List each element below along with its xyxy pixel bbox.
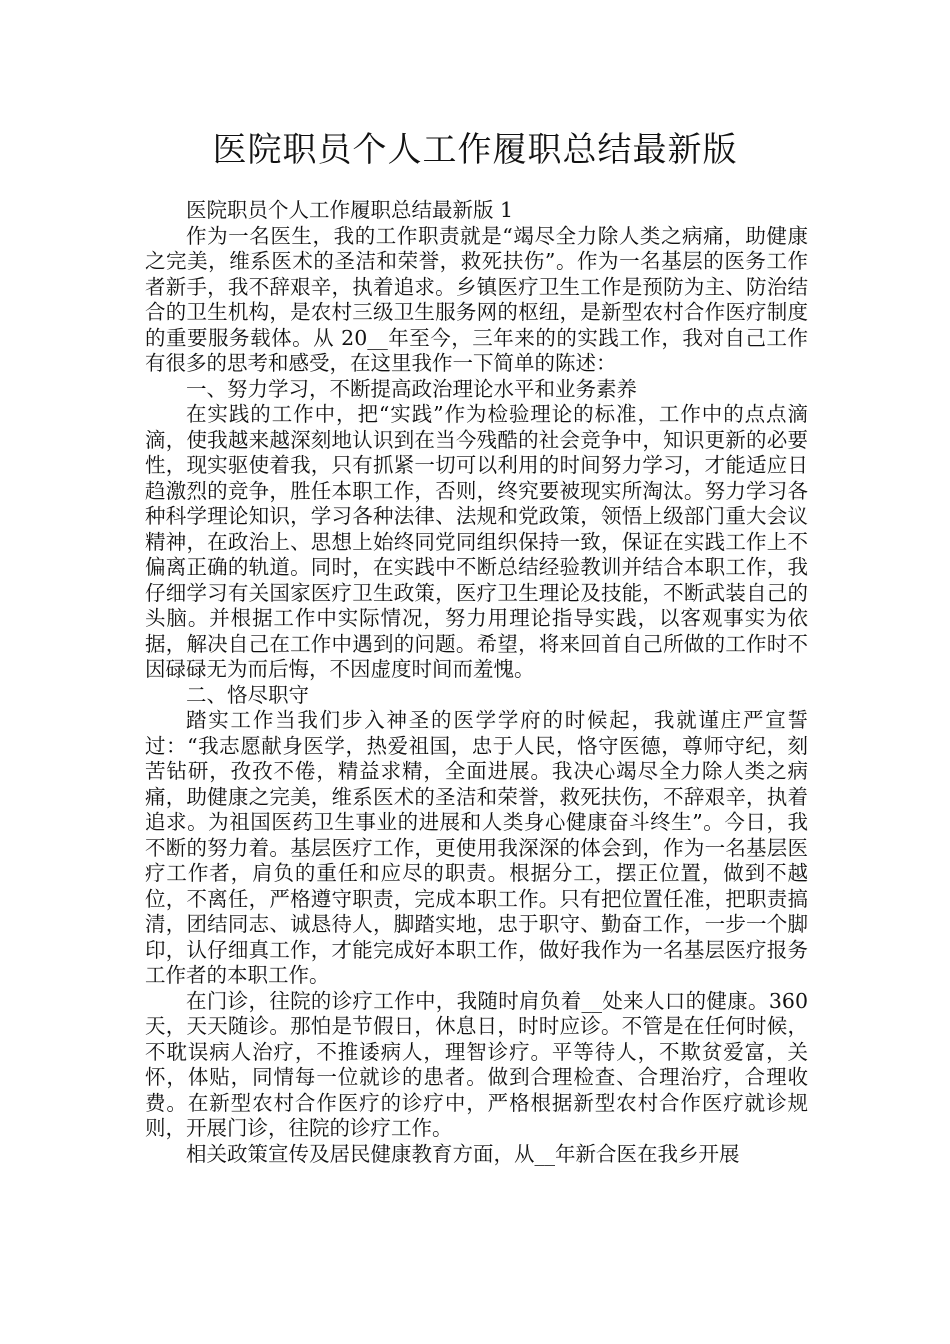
section-heading-2: 二、恪尽职守 bbox=[186, 682, 309, 707]
document-title: 医院职员个人工作履职总结最新版 bbox=[212, 130, 738, 170]
intro-paragraph: 作为一名医生，我的工作职责就是“竭尽全力除人类之病痛，助健康之完美，维系医术的圣洁和荣誉，救死扶伤”。作为一名基层的医务工作者新手，我不辞艰辛，执着追求。乡镇医疗卫生工作是预防为主、防治结合的卫生机构，是农村三级卫生服务网的枢纽，是新型农村合作医疗制度的重要服务载体。从 20__年至今，三年来的的实践工作，我对自己工作有很多的思考和感受，在这里我作一下简单的陈述： bbox=[145, 223, 808, 375]
body-paragraph: 踏实工作当我们步入神圣的医学学府的时候起，我就谨庄严宣誓过：“我志愿献身医学，热爱祖国，忠于人民，恪守医德，尊师守纪，刻苦钻研，孜孜不倦，精益求精，全面进展。我决心竭尽全力除人类之病痛，助健康之完美，维系医术的圣洁和荣誉，救死扶伤，不辞艰辛，执着追求。为祖国医药卫生事业的进展和人类身心健康奋斗终生”。今日，我不断的努力着。基层医疗工作，更使用我深深的体会到，作为一名基层医疗工作者，肩负的重任和应尽的职责。根据分工，摆正位置，做到不越位，不离任，严格遵守职责，完成本职工作。只有把位置任准，把职责搞清，团结同志、诚恳待人，脚踏实地，忠于职守、勤奋工作，一步一个脚印，认仔细真工作，才能完成好本职工作，做好我作为一名基层医疗报务工作者的本职工作。 bbox=[145, 708, 808, 987]
body-paragraph: 相关政策宣传及居民健康教育方面，从__年新合医在我乡开展 bbox=[186, 1141, 740, 1166]
body-paragraph: 在实践的工作中，把“实践”作为检验理论的标准，工作中的点点滴滴，使我越来越深刻地认识到在当今残酷的社会竞争中，知识更新的必要性，现实驱使着我，只有抓紧一切可以利用的时间努力学习，才能适应日趋激烈的竞争，胜任本职工作，否则，终究要被现实所淘汰。努力学习各种科学理论知识，学习各种法律、法规和党政策，领悟上级部门重大会议精神，在政治上、思想上始终同党同组织保持一致，保证在实践工作上不偏离正确的轨道。同时，在实践中不断总结经验教训并结合本职工作，我仔细学习有关国家医疗卫生政策，医疗卫生理论及技能，不断武装自己的头脑。并根据工作中实际情况，努力用理论指导实践，以客观事实为依据，解决自己在工作中遇到的问题。希望，将来回首自己所做的工作时不因碌碌无为而后悔，不因虚度时间而羞愧。 bbox=[145, 402, 808, 681]
section-heading-1: 一、努力学习，不断提高政治理论水平和业务素养 bbox=[186, 376, 637, 401]
document-body bbox=[145, 198, 808, 1167]
body-paragraph: 在门诊，往院的诊疗工作中，我随时肩负着__处来人口的健康。360 天，天天随诊。那怕是节假日，休息日，时时应诊。不管是在任何时候，不耽误病人治疗，不推诿病人，理智诊疗。平等待人，不欺贫爱富，关怀，体贴，同情每一位就诊的患者。做到合理检查、合理治疗，合理收费。在新型农村合作医疗的诊疗中，严格根据新型农村合作医疗就诊规则，开展门诊，往院的诊疗工作。 bbox=[145, 988, 808, 1140]
subtitle-paragraph: 医院职员个人工作履职总结最新版 1 bbox=[186, 198, 514, 222]
